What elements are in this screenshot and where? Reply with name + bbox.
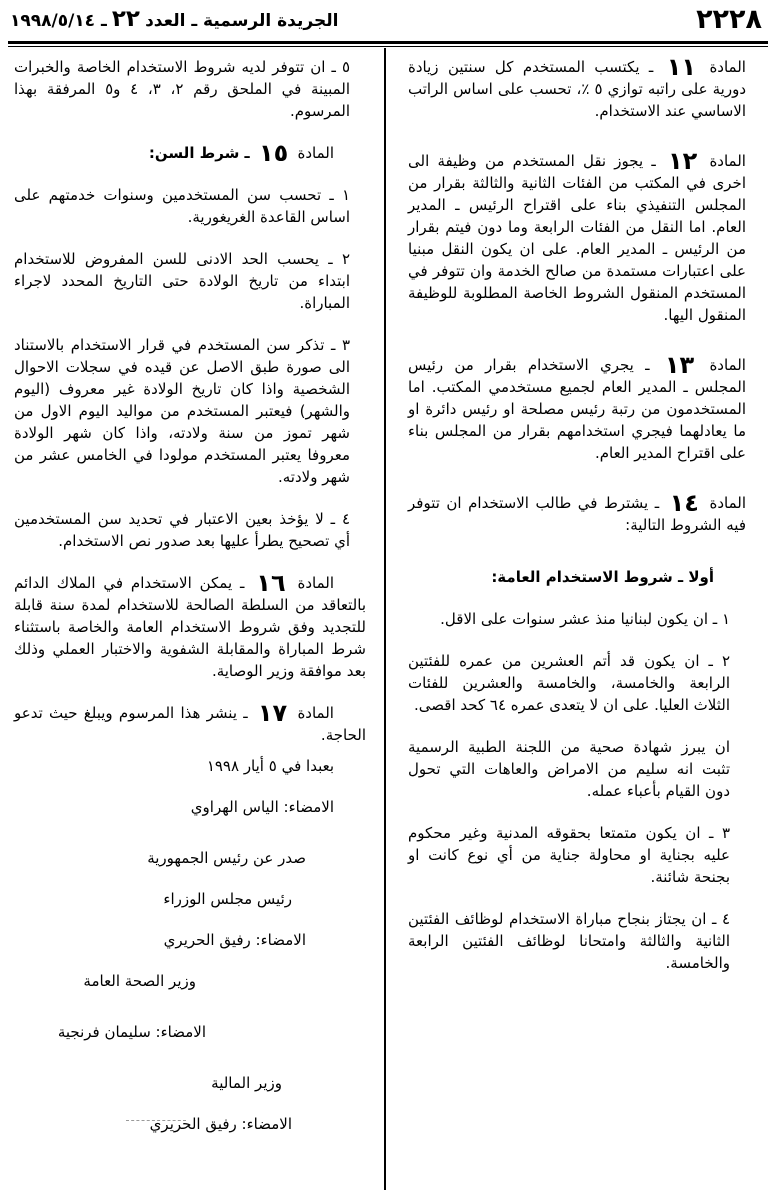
article-number: ١٦ — [256, 569, 286, 597]
article-label: المادة — [709, 494, 747, 512]
signing-place-date: بعبدا في ٥ أيار ١٩٩٨ — [206, 757, 334, 775]
article-number: ١٣ — [664, 351, 695, 379]
article-label: المادة — [297, 574, 334, 592]
article-13 — [408, 351, 746, 464]
age-rule-1: ١ ـ تحسب سن المستخدمين وسنوات خدمتهم على اساس القاعدة الغريغورية. — [14, 186, 350, 226]
condition-3: ٣ ـ ان يكون متمتعا بحقوقه المدنية وغير محكوم عليه بجناية او محاولة جناية من أي نوع كانت او بجنحة شائنة. — [408, 824, 730, 886]
age-rule-3: ٣ ـ تذكر سن المستخدم في قرار الاستخدام بالاستناد الى صورة طبق الاصل عن قيده في سجلات الاحوال الشخصية واذا كان تاريخ الولادة غير معروف (اليوم والشهر) فيعتبر المستخدم من مواليد اليوم الاول من شهر تموز من سنة ولادته، واذا كان شهر الولادة معروفا يعتبر المستخدم مولودا في الخامس عشر من شهر ولادته. — [14, 336, 350, 486]
issue-date: ـ ١٩٩٨/٥/١٤ — [10, 11, 107, 31]
header-title-group — [10, 6, 338, 32]
finance-minister-signature: الامضاء: رفيق الحريري — [149, 1115, 292, 1133]
article-label: المادة — [709, 58, 746, 76]
health-minister-signature: الامضاء: سليمان فرنجية — [57, 1023, 206, 1041]
article-15 — [14, 139, 366, 167]
scan-mark — [126, 1120, 186, 1121]
article-label: المادة — [297, 704, 334, 722]
age-rule-4: ٤ ـ لا يؤخذ بعين الاعتبار في تحديد سن المستخدمين أي تصحيح يطرأ عليها بعد صدور نص الاستخدام. — [14, 510, 350, 550]
article-title: ـ شرط السن: — [148, 144, 250, 162]
header-rule-thin — [8, 46, 768, 47]
age-rule-2: ٢ ـ يحسب الحد الادنى للسن المفروض للاستخدام ابتداء من تاريخ الولادة حتى التاريخ المحدد لاجراء المباراة. — [14, 250, 350, 312]
article-text: ـ يمكن الاستخدام في الملاك الدائم بالتعاقد من السلطة الصالحة للاستخدام لمدة سنة قابلة للتجديد وفق شروط الاستخدام العامة والخاصة باستثناء شرط المباراة والمقابلة الشفوية والاختبار العملي وذلك بعد موافقة وزير الوصاية. — [14, 574, 366, 680]
finance-minister-title: وزير المالية — [211, 1074, 282, 1092]
general-conditions-heading: أولا ـ شروط الاستخدام العامة: — [491, 568, 714, 586]
column-divider — [384, 48, 386, 1190]
article-number: ١٢ — [667, 147, 698, 175]
left-column — [14, 56, 366, 1155]
article-label: المادة — [709, 356, 746, 374]
condition-4: ٤ ـ ان يجتاز بنجاح مباراة الاستخدام لوظائف الفئتين الثانية والثالثة وامتحانا لوظائف الفئتين الرابعة والخامسة. — [408, 910, 730, 972]
article-number: ١٥ — [258, 139, 289, 167]
article-16 — [14, 569, 366, 682]
article-label: المادة — [297, 144, 334, 162]
header-rule — [8, 41, 768, 44]
page-header — [10, 4, 762, 34]
health-minister-title: وزير الصحة العامة — [83, 972, 196, 990]
article-11 — [408, 53, 747, 122]
article-12 — [408, 147, 746, 326]
article-number: ١١ — [666, 53, 697, 81]
condition-2-health: ان يبرز شهادة صحية من اللجنة الطبية الرسمية تثبت انه سليم من الامراض والعاهات التي تحول دون القيام بأعباء عمله. — [408, 738, 730, 800]
page-number: ٢٢٢٨ — [696, 3, 762, 35]
article-14 — [408, 489, 747, 536]
right-column — [408, 53, 747, 994]
article-text: ـ يجري الاستخدام بقرار من رئيس المجلس ـ المدير العام لجميع مستخدمي المكتب. اما المستخدمون من رتبة رئيس مصلحة او رئيس دائرة او ما يعادلهما فيجري استخدامهم بقرار من المجلس بناء على اقتراح المدير العام. — [408, 356, 746, 462]
article-text: ـ ينشر هذا المرسوم ويبلغ حيث تدعو الحاجة. — [14, 704, 366, 744]
article-number: ١٤ — [669, 489, 699, 517]
article-text: ـ يجوز نقل المستخدم من وظيفة الى اخرى في المكتب من الفئات الثانية والثالثة بقرار من المجلس التنفيذي بناء على اقتراح الرئيس ـ المدير العام. اما النقل من الفئات الرابعة وما دون فيتم بقرار من الرئيس ـ المدير العام. على ان يكون النقل مبنيا على اعتبارات مستمدة من صالح الخدمة وان تتوفر في المستخدم المنقول الشروط الخاصة المطلوبة للوظيفة المنقول اليها. — [408, 152, 746, 324]
signature-block — [14, 756, 366, 1135]
article-text: ـ يكتسب المستخدم كل سنتين زيادة دورية على راتبه توازي ٥ ٪، تحسب على اساس الراتب الاساسي عند الاستخدام. — [408, 58, 747, 120]
prime-minister-signature: الامضاء: رفيق الحريري — [163, 931, 306, 949]
president-signature: الامضاء: الياس الهراوي — [190, 798, 334, 816]
article-label: المادة — [709, 152, 746, 170]
gazette-title: الجريدة الرسمية ـ العدد — [145, 11, 339, 31]
prime-minister-title: رئيس مجلس الوزراء — [163, 890, 292, 908]
article-text: ـ يشترط في طالب الاستخدام ان تتوفر فيه الشروط التالية: — [408, 494, 746, 534]
condition-5: ٥ ـ ان تتوفر لديه شروط الاستخدام الخاصة والخبرات المبينة في الملحق رقم ٢، ٣، ٤ و٥ المرفقة بهذا المرسوم. — [14, 58, 351, 120]
article-17 — [14, 699, 366, 746]
condition-1: ١ ـ ان يكون لبنانيا منذ عشر سنوات على الاقل. — [440, 610, 730, 628]
condition-2: ٢ ـ ان يكون قد أتم العشرين من عمره للفئتين الرابعة والخامسة، والخامسة والعشرين للفئات الثلاث العليا. على ان لا يتعدى عمره ٦٤ كحد اقصى. — [408, 652, 730, 714]
issued-by: صدر عن رئيس الجمهورية — [147, 849, 306, 867]
article-number: ١٧ — [257, 699, 288, 727]
issue-number: ٢٢ — [111, 6, 140, 32]
